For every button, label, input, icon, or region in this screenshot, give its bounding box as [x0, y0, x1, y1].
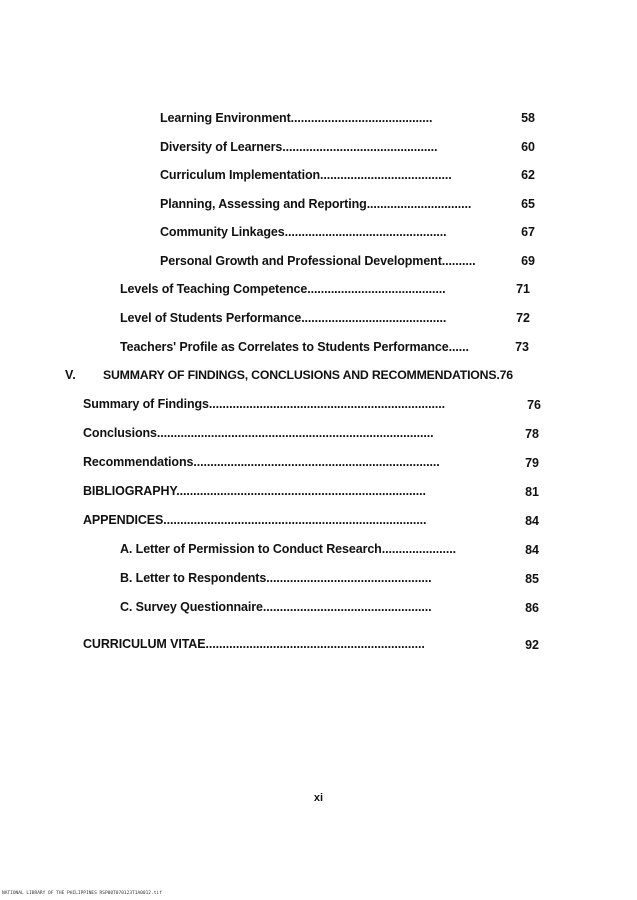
toc-entry-appendix-c: C. Survey Questionnaire.................................................. — [120, 600, 432, 614]
toc-entry-appendix-a: A. Letter of Permission to Conduct Research...................... — [120, 542, 456, 556]
page-number: xi — [313, 792, 324, 804]
toc-page-92: 92 — [525, 638, 539, 652]
toc-entry-appendix-b: B. Letter to Respondents................................................. — [120, 571, 432, 585]
toc-page-73: 73 — [515, 340, 529, 354]
toc-entry-level-of-students-performance: Level of Students Performance........................................... — [120, 311, 447, 325]
toc-entry-summary-chapter: SUMMARY OF FINDINGS, CONCLUSIONS AND RECOMMENDATIONS.76 — [103, 368, 513, 382]
toc-entry-planning-assessing-reporting: Planning, Assessing and Reporting............................... — [160, 197, 472, 211]
toc-entry-teachers-profile: Teachers' Profile as Correlates to Students Performance...... — [120, 340, 469, 354]
toc-entry-curriculum-implementation: Curriculum Implementation....................................... — [160, 168, 452, 182]
toc-page-78: 78 — [525, 427, 539, 441]
toc-entry-diversity-of-learners: Diversity of Learners.............................................. — [160, 140, 438, 154]
toc-page-60: 60 — [521, 140, 535, 154]
toc-page-79: 79 — [525, 456, 539, 470]
scan-stamp: NATIONAL LIBRARY OF THE PHILIPPINES RSP00T070123T1A0012.tif — [2, 891, 162, 896]
toc-page-65: 65 — [521, 197, 535, 211]
toc-entry-recommendations: Recommendations......................................................................... — [83, 455, 440, 469]
toc-page-62: 62 — [521, 168, 535, 182]
toc-page-76: 76 — [527, 398, 541, 412]
toc-entry-levels-of-teaching-competence: Levels of Teaching Competence......................................... — [120, 282, 446, 296]
toc-entry-bibliography: BIBLIOGRAPHY.......................................................................... — [83, 484, 426, 498]
toc-entry-community-linkages: Community Linkages................................................ — [160, 225, 447, 239]
toc-page-86: 86 — [525, 601, 539, 615]
toc-page-72: 72 — [516, 311, 530, 325]
chapter-number-v: V. — [65, 368, 76, 382]
toc-page-67: 67 — [521, 225, 535, 239]
toc-entry-curriculum-vitae: CURRICULUM VITAE................................................................. — [83, 637, 425, 651]
toc-page-81: 81 — [525, 485, 539, 499]
toc-entry-personal-growth: Personal Growth and Professional Development.......... — [160, 254, 476, 268]
toc-page-58: 58 — [521, 111, 535, 125]
toc-page-84b: 84 — [525, 543, 539, 557]
toc-page-69: 69 — [521, 254, 535, 268]
toc-page-84a: 84 — [525, 514, 539, 528]
toc-entry-summary-of-findings: Summary of Findings...................................................................... — [83, 397, 445, 411]
toc-page-85: 85 — [525, 572, 539, 586]
toc-entry-learning-environment: Learning Environment.......................................... — [160, 111, 433, 125]
toc-entry-appendices: APPENDICES.............................................................................. — [83, 513, 427, 527]
toc-entry-conclusions: Conclusions.................................................................................. — [83, 426, 434, 440]
toc-page-71: 71 — [516, 282, 530, 296]
